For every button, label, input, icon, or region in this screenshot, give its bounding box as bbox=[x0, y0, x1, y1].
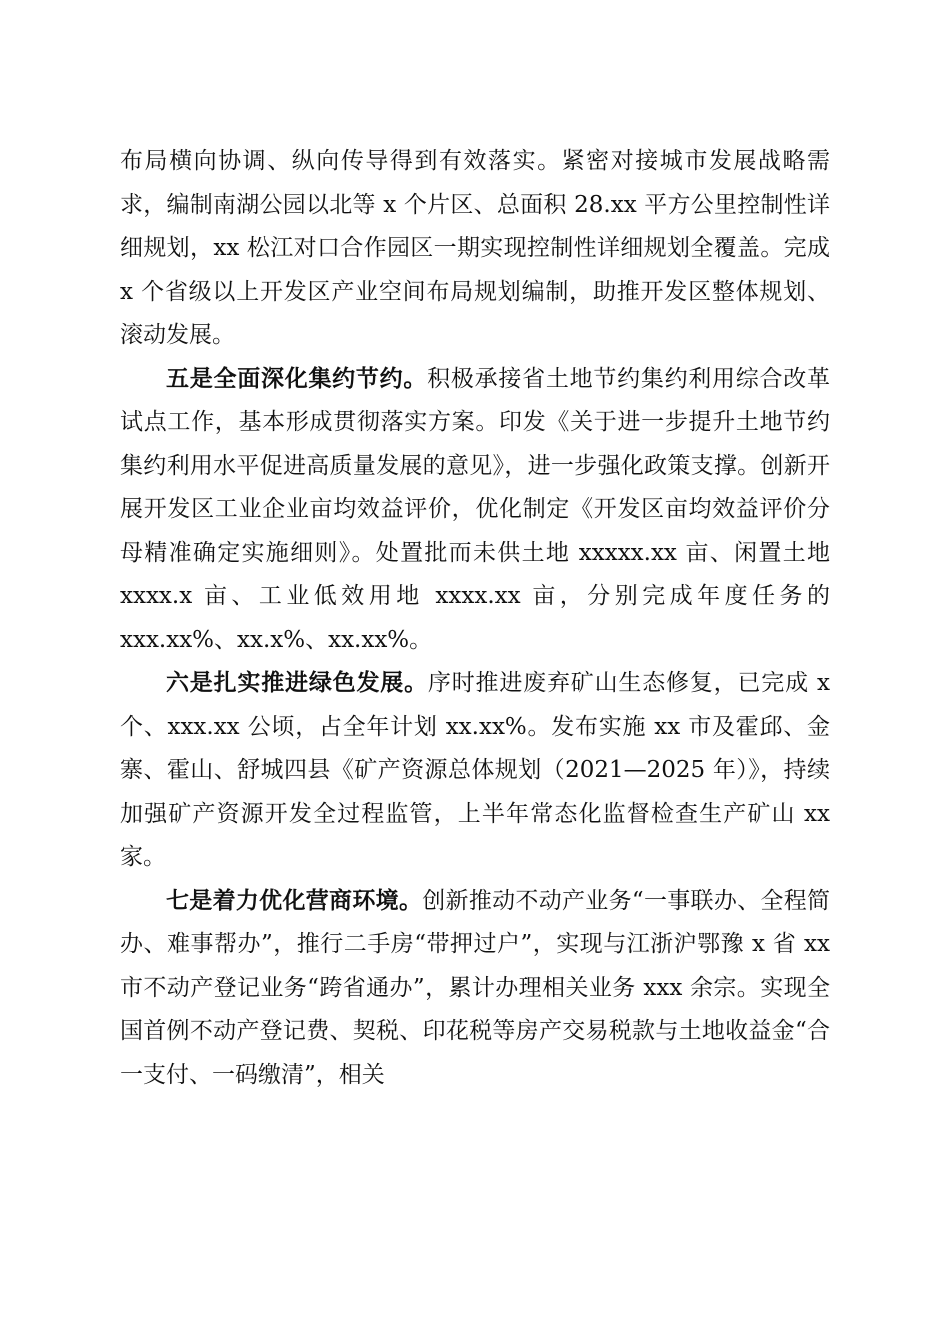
paragraph-text: 布局横向协调、纵向传导得到有效落实。紧密对接城市发展战略需求，编制南湖公园以北等 x 个片区、总面积 28.xx 平方公里控制性详细规划，xx 松江对口合作园区一期实现控制性详细规划全覆盖。完成 x 个省级以上开发区产业空间布局规划编制，助推开发区整体规划、滚动发展。 bbox=[120, 148, 830, 348]
paragraph-text: 创新推动不动产业务“一事联办、全程简办、难事帮办”，推行二手房“带押过户”，实现与江浙沪鄂豫 x 省 xx 市不动产登记业务“跨省通办”，累计办理相关业务 xxx 余宗。实现全国首例不动产登记费、契税、印花税等房产交易税款与土地收益金“合一支付、一码缴清”，相关 bbox=[120, 887, 831, 1088]
document-body bbox=[120, 140, 830, 1097]
paragraph-seven bbox=[120, 880, 830, 1098]
paragraph-six bbox=[120, 662, 830, 880]
paragraph-five bbox=[120, 358, 830, 663]
paragraph-heading: 六是扎实推进绿色发展。 bbox=[166, 670, 428, 696]
paragraph-text: 序时推进废弃矿山生态修复，已完成 x 个、xxx.xx 公顷，占全年计划 xx.xx%。发布实施 xx 市及霍邱、金寨、霍山、舒城四县《矿产资源总体规划（2021—2025 年）》，持续加强矿产资源开发全过程监管，上半年常态化监督检查生产矿山 xx 家。 bbox=[120, 670, 830, 870]
paragraph-text: 积极承接省土地节约集约利用综合改革试点工作，基本形成贯彻落实方案。印发《关于进一步提升土地节约集约利用水平促进高质量发展的意见》，进一步强化政策支撑。创新开展开发区工业企业亩均效益评价，优化制定《开发区亩均效益评价分母精准确定实施细则》。处置批而未供土地 xxxxx.xx 亩、闲置土地 xxxx.x 亩、工业低效用地 xxxx.xx 亩，分别完成年度任务的 xxx.xx%、xx.x%、xx.xx%。 bbox=[120, 365, 831, 653]
paragraph-continuation bbox=[120, 140, 830, 358]
paragraph-heading: 七是着力优化营商环境。 bbox=[166, 887, 423, 914]
paragraph-heading: 五是全面深化集约节约。 bbox=[166, 365, 428, 392]
